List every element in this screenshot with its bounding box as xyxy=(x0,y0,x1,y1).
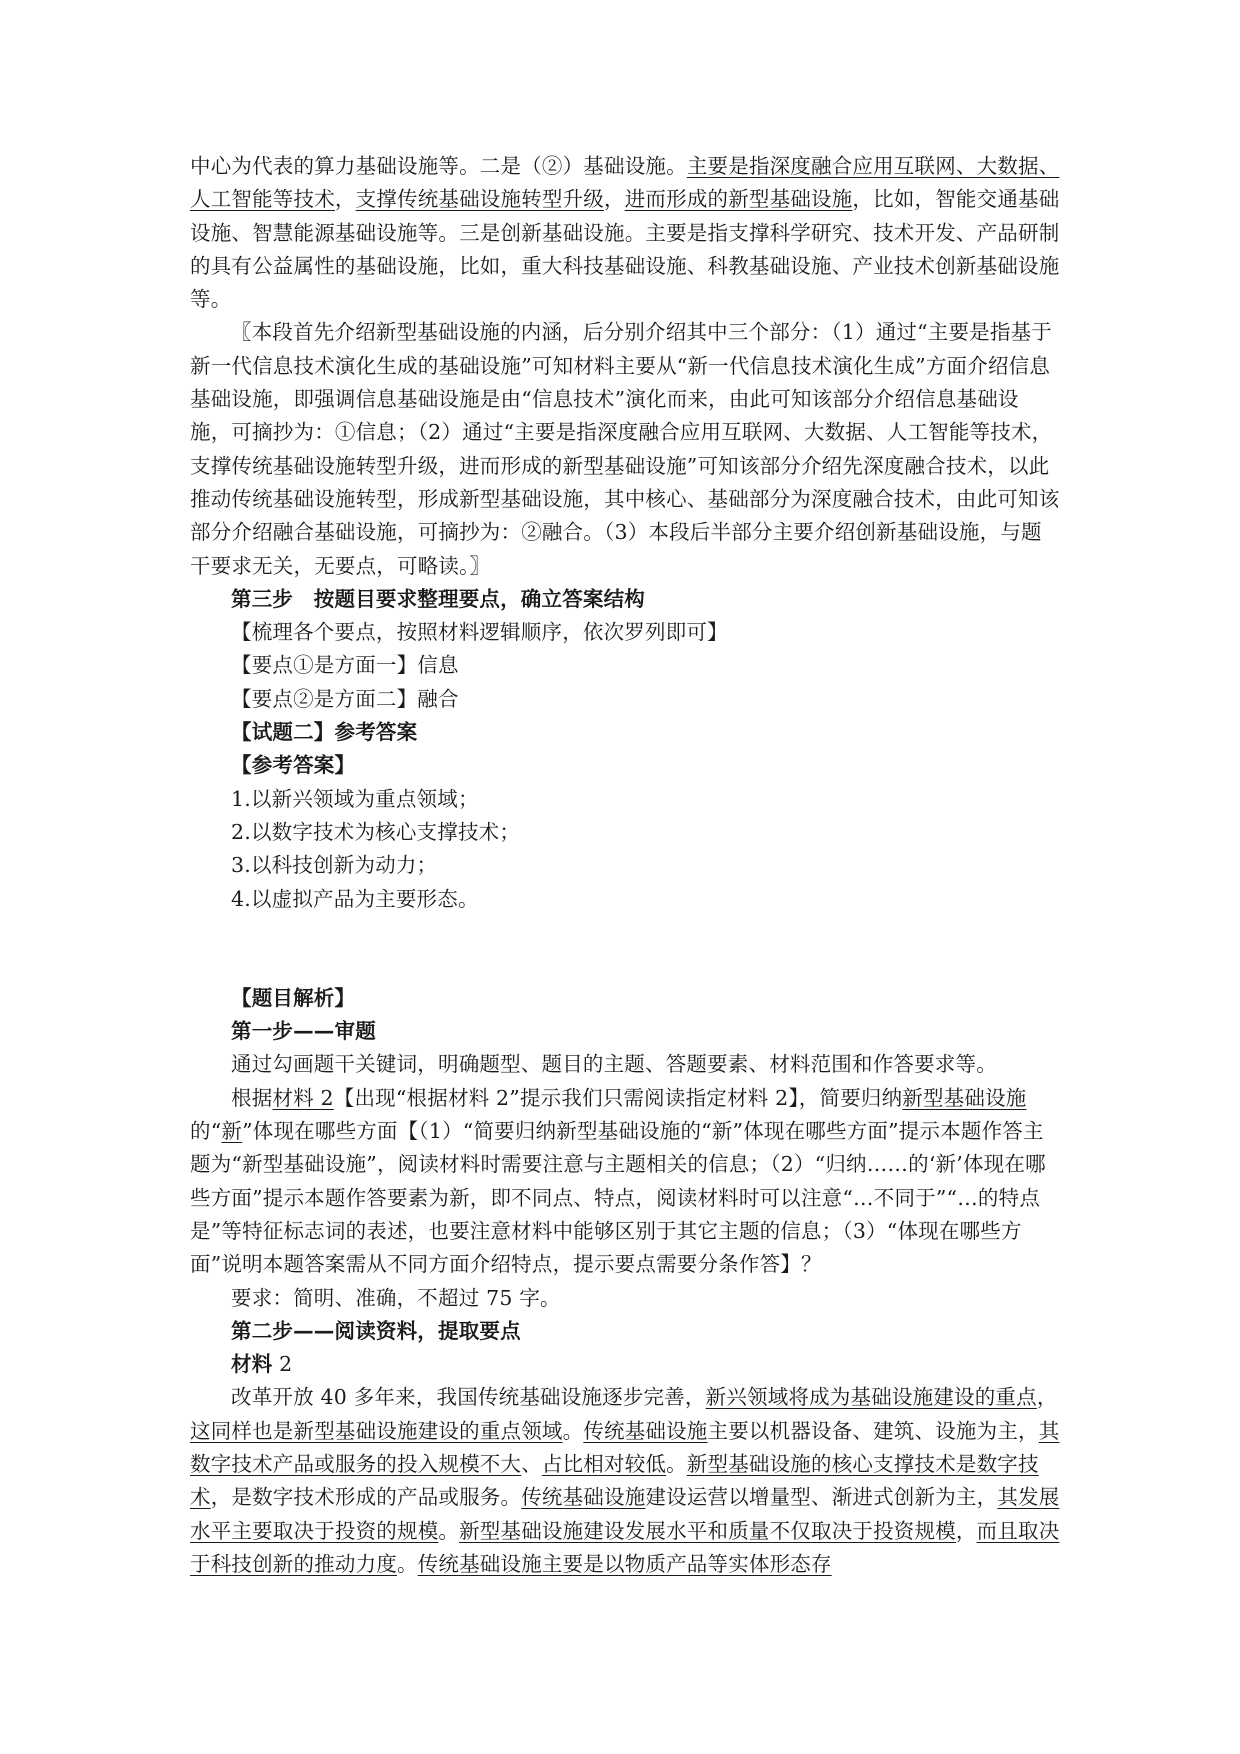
reference-answer-heading: 【参考答案】 xyxy=(231,753,356,778)
text-run: ，是数字技术形成的产品或服务。 xyxy=(210,1485,522,1510)
question2-heading: 【试题二】参考答案 xyxy=(231,720,418,745)
step3-line: 【梳理各个要点，按照材料逻辑顺序，依次罗列即可】 xyxy=(231,620,728,645)
underlined-text: 其发展水平主要取决于投资的规模 xyxy=(190,1485,1060,1543)
underlined-text: 新型基础设施 xyxy=(902,1085,1027,1110)
paragraph-analysis-note: 〖本段首先介绍新型基础设施的内涵，后分别介绍其中三个部分：（1）通过“主要是指基于新一代信息技术演化生成的基础设施”可知材料主要从“新一代信息技术演化生成”方面介绍信息基础设施，即强调信息基础设施是由“信息技术”演化而来，由此可知该部分介绍信息基础设施，可摘抄为：①信息；（2）通过“主要是指深度融合应用互联网、大数据、人工智能等技术，支撑传统基础设施转型升级，进而形成的新型基础设施”可知该部分介绍先深度融合技术，以此推动传统基础设施转型，形成新型基础设施，其中核心、基础部分为深度融合技术，由此可知该部分介绍融合基础设施，可摘抄为：②融合。（3）本段后半部分主要介绍创新基础设施，与题干要求无关，无要点，可略读。〗 xyxy=(190,320,1060,578)
underlined-text: 新 xyxy=(221,1119,243,1144)
spacer xyxy=(190,916,1060,982)
underlined-text: 新型基础设施的核心支撑技术是数字技术 xyxy=(190,1451,1039,1510)
underlined-text: 其数字技术产品或服务的投入规模不大 xyxy=(190,1418,1060,1476)
underlined-text: 材料 2 xyxy=(272,1085,334,1110)
text-run: ”体现在哪些方面【（1）“简要归纳新型基础设施的“新”体现在哪些方面”提示本题作答主题为“新型基础设施”，阅读材料时需要注意与主题相关的信息；（2）“归纳……的‘新’体现在哪些方面”提示本题作答要素为新，即不同点、特点，阅读材料时可以注意“…不同于”“…的特点是”等特征标志词的表述，也要注意材料中能够区别于其它主题的信息；（3）“体现在哪些方面”说明本题答案需从不同方面介绍特点，提示要点需要分条作答】？ xyxy=(190,1119,1046,1277)
text-run: 。 xyxy=(562,1418,584,1443)
answer-item: 3.以科技创新为动力； xyxy=(231,853,438,878)
underlined-text: 传统基础设施 xyxy=(521,1485,646,1510)
answer-item: 4.以虚拟产品为主要形态。 xyxy=(231,886,479,911)
text-run: 根据 xyxy=(231,1085,273,1110)
text-run: 建设运营以增量型、渐进式创新为主， xyxy=(645,1485,998,1510)
text-run: 的“ xyxy=(190,1119,222,1144)
material-label xyxy=(190,1348,1060,1381)
material-label-text: 材料 xyxy=(231,1352,273,1377)
step1-heading: 第一步——审题 xyxy=(231,1019,376,1044)
material-number: 2 xyxy=(272,1352,293,1377)
text-run: 。 xyxy=(666,1451,687,1476)
underlined-text: 传统基础设施 xyxy=(583,1418,708,1443)
text-run: ，比如，智能交通基础设施、智慧能源基础设施等。三是创新基础设施。主要是指支撑科学研究、技术开发、产品研制的具有公益属性的基础设施，比如，重大科技基础设施、科教基础设施、产业技术创新基础设施等。 xyxy=(190,187,1060,312)
text-run: 中心为代表的算力基础设施等。二是（②）基础设施。 xyxy=(190,154,687,178)
underlined-text: 新兴领域将成为基础设施建设的重点 xyxy=(705,1385,1037,1410)
underlined-text: 占比相对较低 xyxy=(541,1451,667,1476)
underlined-text: 支撑传统基础设施转型升级 xyxy=(355,187,605,212)
underlined-text: 进而形成的新型基础设施 xyxy=(624,187,853,212)
text-run: 。 xyxy=(397,1551,418,1576)
text-run: ， xyxy=(334,187,356,212)
text-run: 。 xyxy=(438,1518,460,1543)
requirement-text: 要求：简明、准确，不超过 75 字。 xyxy=(231,1285,561,1310)
underlined-text: 这同样也是新型基础设施建设的重点领域 xyxy=(190,1418,563,1443)
answer-item: 1.以新兴领域为重点领域； xyxy=(231,786,479,811)
step1-text: 通过勾画题干关键词，明确题型、题目的主题、答题要素、材料范围和作答要求等。 xyxy=(231,1052,997,1077)
underlined-text: 传统基础设施主要是以物质产品等实体形态存 xyxy=(417,1551,832,1576)
step2-heading: 第二步——阅读资料，提取要点 xyxy=(231,1318,521,1343)
analysis-heading: 【题目解析】 xyxy=(231,985,356,1010)
paragraph-material xyxy=(190,1381,1060,1581)
underlined-text: 主要是指深度融合应用互联网、大数据、人工智能等技术 xyxy=(190,154,1060,212)
text-run: ， xyxy=(604,187,625,212)
paragraph-question-review xyxy=(190,1082,1060,1282)
underlined-text: 新型基础设施建设发展水平和质量不仅取决于投资规模 xyxy=(459,1518,956,1543)
text-run: 主要以机器设备、建筑、设施为主， xyxy=(707,1418,1039,1443)
text-run: ， xyxy=(1036,1385,1058,1410)
paragraph-infrastructure-types xyxy=(190,150,1060,316)
text-run: 【出现“根据材料 2”提示我们只需阅读指定材料 2】，简要归纳 xyxy=(333,1085,903,1110)
answer-item: 2.以数字技术为核心支撑技术； xyxy=(231,819,521,844)
step3-line: 【要点②是方面二】融合 xyxy=(231,686,459,711)
text-run: 、 xyxy=(521,1451,542,1476)
text-run: ， xyxy=(955,1518,977,1543)
text-run: 改革开放 40 多年来，我国传统基础设施逐步完善， xyxy=(231,1385,706,1410)
underlined-text: 而且取决于科技创新的推动力度 xyxy=(190,1518,1060,1576)
document-body xyxy=(190,150,1060,1581)
step3-heading: 第三步 按题目要求整理要点，确立答案结构 xyxy=(231,586,645,611)
step3-line: 【要点①是方面一】信息 xyxy=(231,653,459,678)
